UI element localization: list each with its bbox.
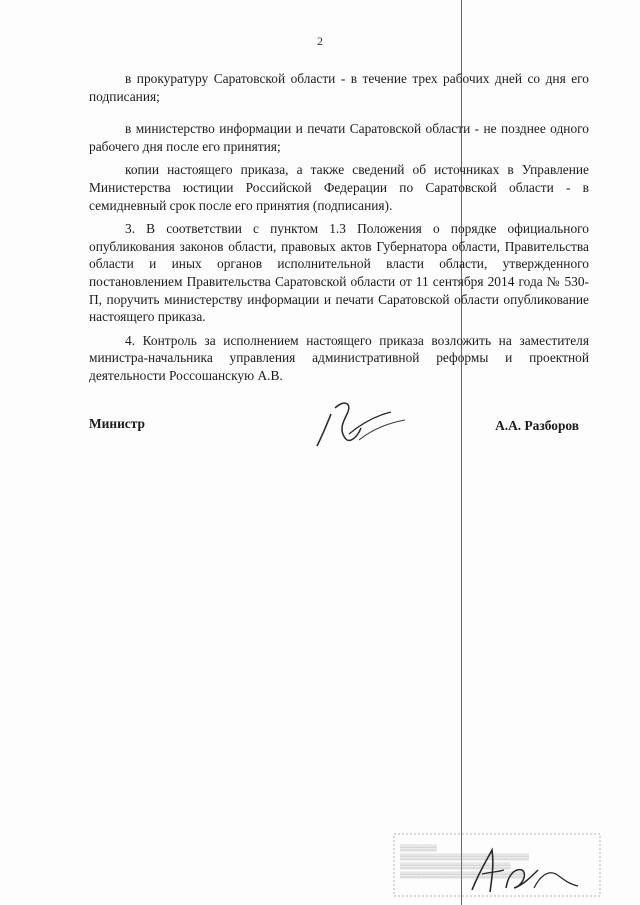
signer-name: А.А. Разборов xyxy=(495,418,579,433)
stamp-line: ▒▒▒▒▒▒▒▒ xyxy=(400,845,437,852)
stamp-line: ▒▒▒▒▒▒▒▒▒▒▒▒▒▒▒▒▒▒▒▒▒▒▒▒▒▒▒▒ xyxy=(400,854,529,861)
document-body xyxy=(89,70,589,385)
signer-title: Министр xyxy=(89,416,145,431)
paragraph-item-3: 3. В соответствии с пунктом 1.3 Положения о порядке официального опубликования законов области, правовых актов Губернатора области, Правительства области и иных органов исполнительной власти области, утвержденного постановлением Правительства Саратовской области от 11 сентября 2014 года № 530-П, поручить министерству информации и печати Саратовской области опубликование настоящего приказа. xyxy=(89,221,589,325)
stamp-line: ▒▒▒▒▒▒▒▒▒▒▒▒▒▒▒▒▒▒▒▒▒▒▒▒▒▒▒ xyxy=(400,872,525,879)
paragraph-ministry-information: в министерство информации и печати Саратовской области - не позднее одного рабочего дня после его принятия; xyxy=(89,121,589,154)
approval-stamp xyxy=(392,832,604,900)
signature-block xyxy=(89,412,589,472)
paragraph-item-4: 4. Контроль за исполнением настоящего приказа возложить на заместителя министра-начальника управления административной реформы и проектной деятельности Россошанскую А.В. xyxy=(89,332,589,383)
handwritten-signature xyxy=(309,394,409,458)
paragraph-prosecutor: в прокуратуру Саратовской области - в течение трех рабочих дней со дня его подписания; xyxy=(89,71,589,104)
paragraph-copies-justice: копии настоящего приказа, а также сведений об источниках в Управление Министерства юстиции Российской Федерации по Саратовской области - в семидневный срок после его принятия (подписания). xyxy=(89,162,589,213)
stamp-signature xyxy=(462,840,582,900)
stamp-line: ▒▒▒▒▒▒▒▒▒▒▒▒▒▒▒▒▒▒▒▒▒▒▒▒ xyxy=(400,863,511,870)
page-number: 2 xyxy=(317,34,323,48)
